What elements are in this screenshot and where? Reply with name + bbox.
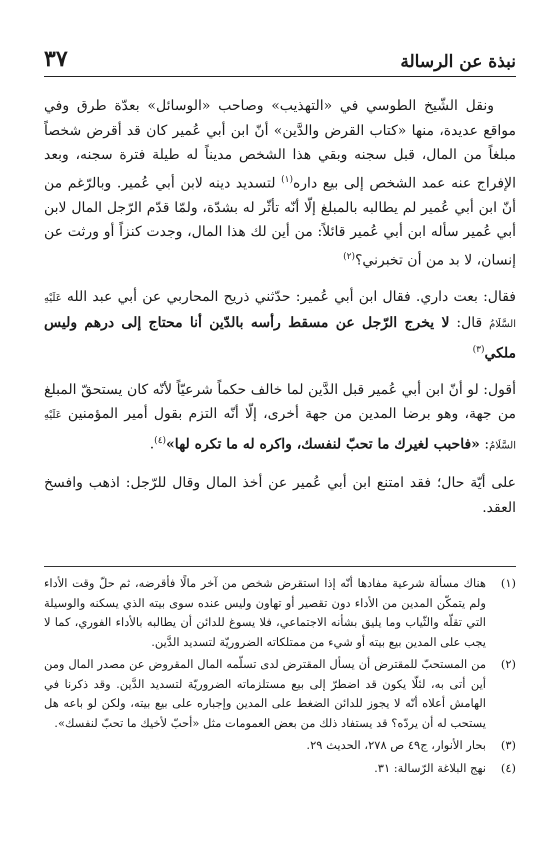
imam-quote: «فاحبب لغيرك ما تحبّ لنفسك، واكره له ما تكره لها» [166, 436, 480, 453]
paragraph-1-continued: لتسديد دينه لابن أبي عُمير. وبالرّغم من أنّ ابن أبي عُمير لم يطالبه بالمبلغ إلّا أنّه تأثّر له بشدّة، ولمّا قدّم الرّجل المال لابن أبي عُمير سأله ابن أبي عُمير قائلاً: من أين لك هذا المال، وجدت كنزاً أو ورثت عن إنسان، لا بد من أن تخبرني؟ [44, 175, 516, 269]
honorific: عَلَيْهِ السَّلَامُ [44, 410, 516, 452]
main-text [44, 94, 516, 532]
footnote-number: (٣) [500, 738, 516, 752]
honorific: عَلَيْهِ السَّلَامُ [44, 292, 516, 331]
paragraph-4 [44, 471, 516, 520]
header-divider [44, 76, 516, 77]
hadith-quote: لا يخرج الرّجل عن مسقط رأسه بالدّين أنا محتاج إلى درهم وليس ملكي [44, 315, 516, 362]
running-header [44, 42, 516, 72]
footnote-text: هناك مسألة شرعية مفادها أنّه إذا استقرض شخص من آخر مالًا فأقرضه، ثم حلّ وقت الأداء ولم يتمكّن المدين من الأداء دون تقصير أو تهاون وليس عنده سوى بيته الذي يسكنه والوسيلة التي تقلّه والثّياب وما يليق بشأنه الاجتماعي، فلا يسوغ للدائن أن يطالبه بالأداء الفوري، كما لا يجب على المدين بيع بيته أو شيء من ممتلكاته الضروريّة لتسديد الدَّين. [44, 576, 486, 649]
footnote-number: (٤) [500, 760, 516, 775]
paragraph-1 [44, 94, 516, 273]
footnote [44, 574, 516, 652]
footnote-text: من المستحبّ للمقترض أن يسأل المقترض لدى تسلّمه المال المقروض عن مصدر المال ومن أين أتى به، لئلّا يكون قد اضطرّ إلى بيع مستلزماته الضروريّة لتسديد الدَّين. وقد ذكرنا في الهامش أعلاه أنّه لا يجوز للدائن الضغط على المدين وإجباره على بيع بيته، ولكن لو باعه هل يستحب له أن يردّه؟ قد يستفاد ذلك من بعض العمومات مثل «أحبّ لأخيك ما تحبّ لنفسك». [44, 657, 486, 730]
footnote-ref-4: (٤) [154, 435, 167, 446]
footnote-ref-3: (٣) [472, 344, 485, 355]
footnote [44, 759, 516, 779]
footnote-number: (١) [500, 576, 516, 590]
paragraph-2-said: قال: [449, 315, 490, 332]
paragraph-3-colon: : [479, 436, 490, 453]
footnotes [44, 574, 516, 781]
paragraph-3-text: أقول: لو أنّ ابن أبي عُمير قبل الدَّين لما خالف حكماً شرعيّاً لأنّه كان يستحقّ المبلغ من جهة، وهو برضا المدين من جهة أخرى، إلّا أنّه التزم بقول أمير المؤمنين [44, 381, 516, 423]
paragraph-3-end: . [149, 436, 155, 453]
footnote-text: بحار الأنوار، ج٤٩ ص ٢٧٨، الحديث ٢٩. [306, 738, 486, 752]
paragraph-1-text: ونقل الشّيخ الطوسي في «التهذيب» وصاحب «الوسائل» بعدّة طرق وفي مواقع عديدة، منها «كتاب القرض والدَّين» أنّ ابن أبي عُمير كان قد أقرض شخصاً مبلغاً من المال، قبل سجنه وبقي هذا الشخص مديناً له طيلة فترة سجنه، وبعد الإفراج عنه عمد الشخص إلى بيع داره [44, 98, 517, 192]
page-number: ٣٧ [44, 46, 68, 72]
footnote-number: (٢) [500, 657, 516, 671]
footnote-text: نهج البلاغة الرّسالة: ٣١. [374, 760, 486, 775]
footnote-ref-2: (٢) [343, 251, 355, 262]
paragraph-4-text: على أيّة حال؛ فقد امتنع ابن أبي عُمير عن أخذ المال وقال للرّجل: اذهب وافسخ العقد. [44, 475, 517, 516]
paragraph-2 [44, 285, 516, 366]
paragraph-3 [44, 378, 516, 459]
footnote-divider [44, 566, 516, 567]
header-title: نبذة عن الرسالة [400, 52, 516, 72]
paragraph-2-text: فقال: بعت داري. فقال ابن أبي عُمير: حدّثني ذريح المحاربي عن أبي عبد الله [61, 288, 516, 305]
footnote [44, 655, 516, 733]
footnote [44, 736, 516, 756]
footnote-ref-1: (١) [281, 174, 293, 185]
